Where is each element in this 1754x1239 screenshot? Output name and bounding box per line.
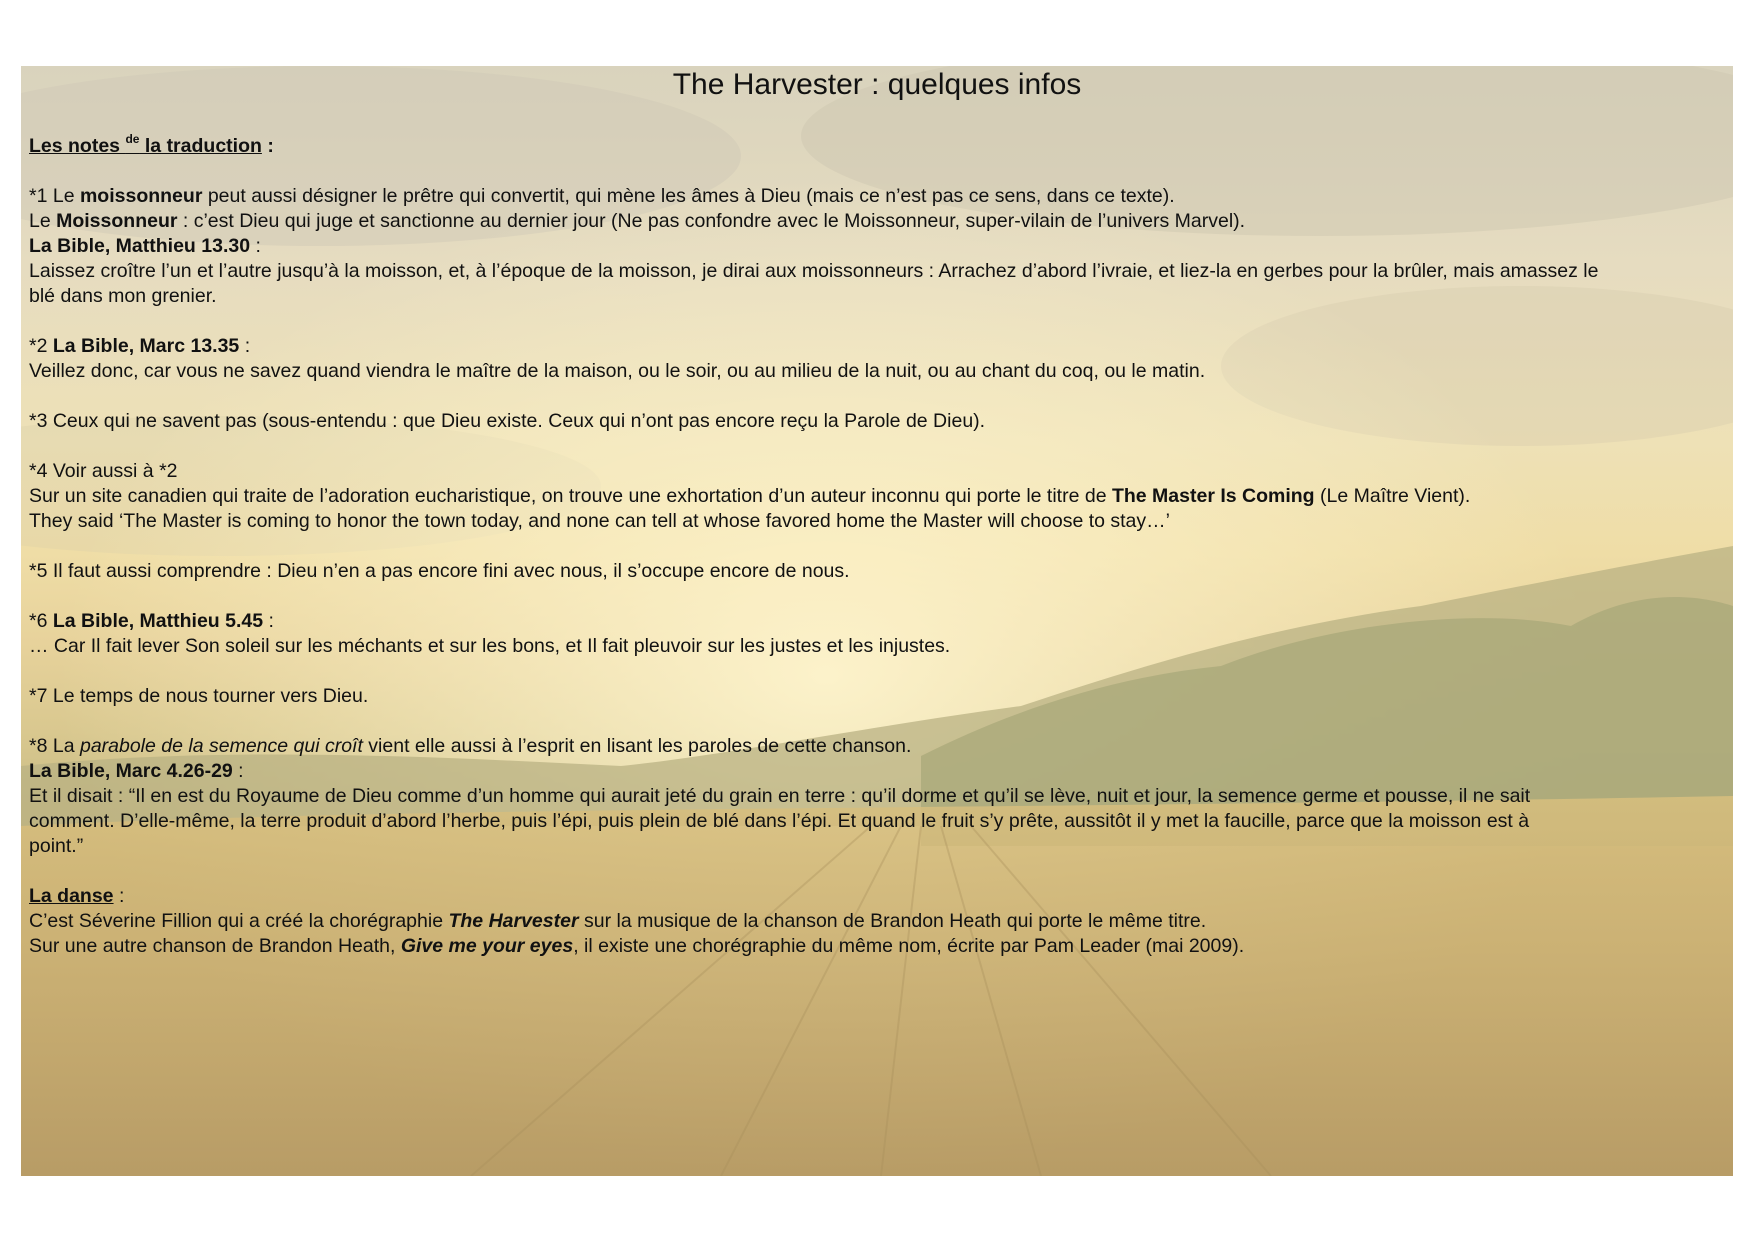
note-3: *3 Ceux qui ne savent pas (sous-entendu : que Dieu existe. Ceux qui n’ont pas encore reçu la Parole de Dieu). <box>29 410 986 432</box>
note-8-line-1: *8 La parabole de la semence qui croît vient elle aussi à l’esprit en lisant les paroles de cette chanson. <box>29 735 912 757</box>
notes-heading-label: Les notes $^{de}$ la traduction <box>29 131 262 157</box>
note-8-reference: La Bible, Marc 4.26-29 : <box>29 760 244 782</box>
dance-line-2: Sur une autre chanson de Brandon Heath, Give me your eyes, il existe une chorégraphie du même nom, écrite par Pam Leader (mai 2009). <box>29 935 1245 957</box>
note-4-quote: They said ‘The Master is coming to honor the town today, and none can tell at whose favored home the Master will choose to stay…’ <box>29 510 1170 532</box>
document-content <box>21 66 1733 1176</box>
note-2-reference: *2 La Bible, Marc 13.35 : <box>29 335 251 357</box>
dance-line-1: C’est Séverine Fillion qui a créé la chorégraphie The Harvester sur la musique de la chanson de Brandon Heath qui porte le même titre. <box>29 910 1207 932</box>
page-title: The Harvester : quelques infos <box>672 68 1082 101</box>
note-1-line-1: *1 Le moissonneur peut aussi désigner le prêtre qui convertit, qui mène les âmes à Dieu (mais ce n’est pas ce sens, dans ce texte). <box>29 185 1175 207</box>
note-4-line-1: *4 Voir aussi à *2 <box>29 460 178 482</box>
note-1-line-2: Le Moissonneur : c’est Dieu qui juge et sanctionne au dernier jour (Ne pas confondre avec le Moissonneur, super-vilain de l’univers Marvel). <box>29 210 1246 232</box>
note-1-quote-line-2: blé dans mon grenier. <box>29 285 217 307</box>
note-6-quote: … Car Il fait lever Son soleil sur les méchants et sur les bons, et Il fait pleuvoir sur les justes et les injustes. <box>29 635 951 657</box>
note-1-reference: La Bible, Matthieu 13.30 : <box>29 235 261 257</box>
note-8-quote-line-3: point.” <box>29 835 84 857</box>
note-8-quote-line-2: comment. D’elle-même, la terre produit d’abord l’herbe, puis l’épi, puis plein de blé dans l’épi. Et quand le fruit s’y prête, aussitôt il y met la faucille, parce que la moisson est à <box>29 810 1530 832</box>
note-5: *5 Il faut aussi comprendre : Dieu n’en a pas encore fini avec nous, il s’occupe encore de nous. <box>29 560 850 582</box>
note-1-quote-line-1: Laissez croître l’un et l’autre jusqu’à la moisson, et, à l’époque de la moisson, je dirai aux moissonneurs : Arrachez d’abord l’ivraie, et liez-la en gerbes pour la brûler, mais amassez le <box>29 260 1599 282</box>
note-6-reference: *6 La Bible, Matthieu 5.45 : <box>29 610 274 632</box>
note-2-quote: Veillez donc, car vous ne savez quand viendra le maître de la maison, ou le soir, ou au milieu de la nuit, ou au chant du coq, ou le matin. <box>29 360 1206 382</box>
note-8-quote-line-1: Et il disait : “Il en est du Royaume de Dieu comme d’un homme qui aurait jeté du grain en terre : qu’il dorme et qu’il se lève, nuit et jour, la semence germe et pousse, il ne sait <box>29 785 1531 807</box>
notes-heading: Les notes $^{de}$ la traduction : <box>29 131 274 157</box>
dance-heading: La danse : <box>29 885 125 907</box>
note-7: *7 Le temps de nous tourner vers Dieu. <box>29 685 369 707</box>
document-page <box>21 66 1733 1176</box>
note-4-line-2: Sur un site canadien qui traite de l’adoration eucharistique, on trouve une exhortation d’un auteur inconnu qui porte le titre de The Master Is Coming (Le Maître Vient). <box>29 485 1471 507</box>
